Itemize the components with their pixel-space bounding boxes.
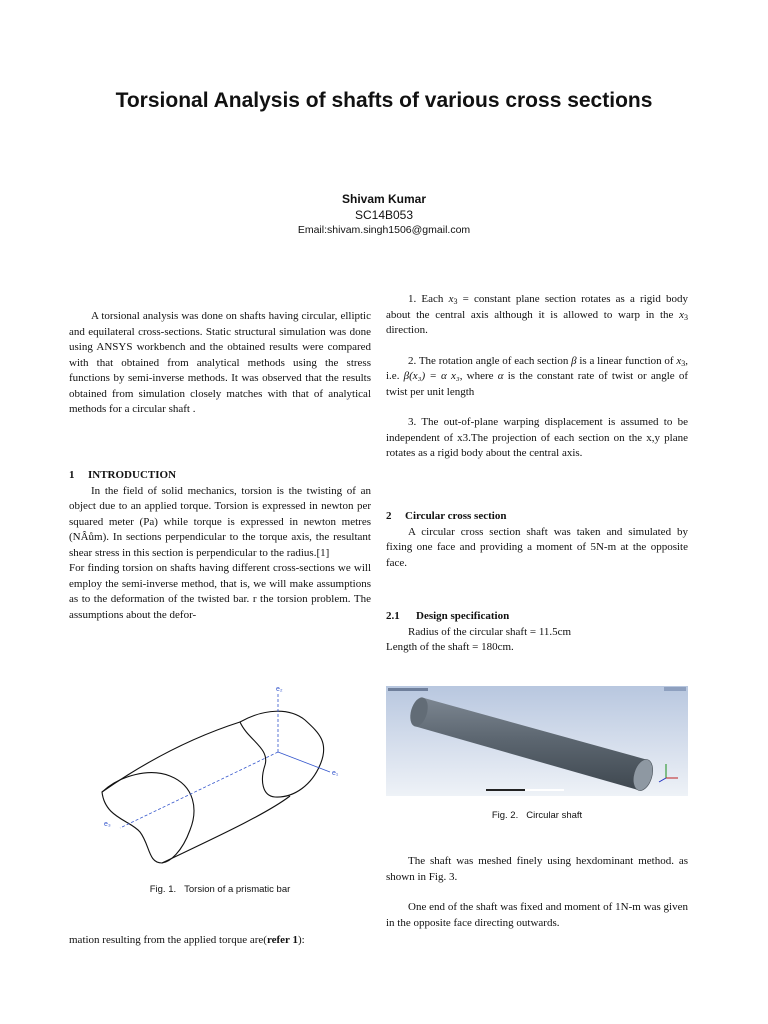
abstract-text: A torsional analysis was done on shafts having circular, elliptic and equilateral cross-sections. Static structural simulation was done using ANSYS workbench and the obtained results were compared with that obtained from analytical methods using the stress functions by semi-inverse methods. It was observed that the results obtained from simulation closely matches with that of analytical methods for a circular shaft . — [69, 310, 371, 415]
author-name: Shivam Kumar — [341, 192, 427, 206]
meshing-paragraph: The shaft was meshed finely using hexdominant method. as shown in Fig. 3. — [386, 855, 688, 883]
author-email: Email:shivam.singh1506@gmail.com — [297, 224, 471, 236]
top-generator-line — [102, 722, 240, 792]
circular-section — [386, 509, 688, 571]
axis-e1 — [278, 752, 330, 772]
fig1-label: Fig. 1. — [149, 884, 177, 895]
section-number: 2 — [386, 510, 392, 522]
design-spec-radius: Radius of the circular shaft = 11.5cm — [408, 625, 572, 638]
assumption-3: 3. The out-of-plane warping displacement is assumed to be independent of x3.The projection of each section on the x,y plane rotates as a rigid body about the central axis. — [386, 416, 688, 459]
assumption-1: 1. Each $x_3$ = constant plane section rotates as a rigid body about the central axis although it is allowed to warp in the $x_3$ direction. — [386, 293, 688, 336]
design-spec-length: Length of the shaft = 180cm. — [386, 641, 514, 653]
assumptions-list — [386, 292, 688, 462]
fig1-prismatic-bar-diagram — [90, 680, 350, 870]
fig2-caption-text: Circular shaft — [526, 810, 583, 821]
section-title: Circular cross section — [405, 510, 507, 522]
left-bottom-prefix: mation resulting from the applied torque are( — [69, 934, 267, 946]
fig2-shaft-screenshot — [386, 686, 688, 796]
section-heading-design — [386, 609, 688, 625]
fig2-caption — [386, 810, 688, 821]
shaft-body — [414, 698, 648, 790]
axis-e3 — [120, 752, 278, 828]
back-cross-section — [240, 711, 324, 797]
author-id: SC14B053 — [354, 208, 414, 222]
section-title: INTRODUCTION — [88, 469, 177, 481]
abstract — [69, 309, 371, 418]
axis-label-e3: e₃ — [104, 821, 111, 828]
left-bottom-text — [69, 933, 371, 949]
assumption-2: 2. The rotation angle of each section β is a linear function of $x_3$, i.e. β(x₃) = α x₃, where α is the constant rate of twist or angle of twist per unit length — [386, 354, 689, 398]
right-bottom-text — [386, 854, 688, 931]
axis-label-e1: e₁ — [332, 770, 339, 777]
section-number: 2.1 — [386, 610, 400, 622]
intro-paragraph-2: For finding torsion on shafts having different cross-sections we will employ the semi-inverse method, that is, we will make assumptions as to the deformation of the twisted bar. r the torsion problem. The assumptions about the defor- — [69, 562, 371, 621]
axis-label-e2: e₂ — [276, 686, 283, 693]
introduction-section — [69, 468, 371, 623]
coordinate-triad — [659, 764, 678, 782]
boundary-paragraph: One end of the shaft was fixed and moment of 1N-m was given in the opposite face directing outwards. — [386, 901, 688, 929]
reference-link: refer 1 — [266, 934, 298, 946]
section-number: 1 — [69, 469, 75, 481]
section-title: Design specification — [416, 610, 510, 622]
shaft-render — [386, 686, 688, 796]
section-heading-circular — [386, 509, 688, 525]
design-spec-section — [386, 609, 688, 656]
scale-bar — [486, 789, 564, 791]
bottom-generator-line — [162, 796, 290, 863]
paper-title: Torsional Analysis of shafts of various cross sections — [115, 89, 653, 112]
circular-section-text: A circular cross section shaft was taken and simulated by fixing one face and providing a moment of 5N-m at the opposite face. — [386, 525, 688, 569]
fig1-caption-text: Torsion of a prismatic bar — [184, 884, 291, 895]
section-heading-introduction — [69, 468, 371, 484]
fig1-caption — [69, 884, 371, 895]
left-bottom-suffix: ): — [297, 934, 305, 946]
intro-paragraph-1: In the field of solid mechanics, torsion is the twisting of an object due to an applied torque. Torsion is expressed in newton per squared meter (Pa) while torque is expressed in newton metres (NÂům). In sections perpendicular to the torque axis, the resultant shear stress in this section is perpendicular to the radius.[1] — [69, 484, 371, 559]
front-cross-section — [102, 773, 194, 863]
fig2-label: Fig. 2. — [491, 810, 519, 821]
